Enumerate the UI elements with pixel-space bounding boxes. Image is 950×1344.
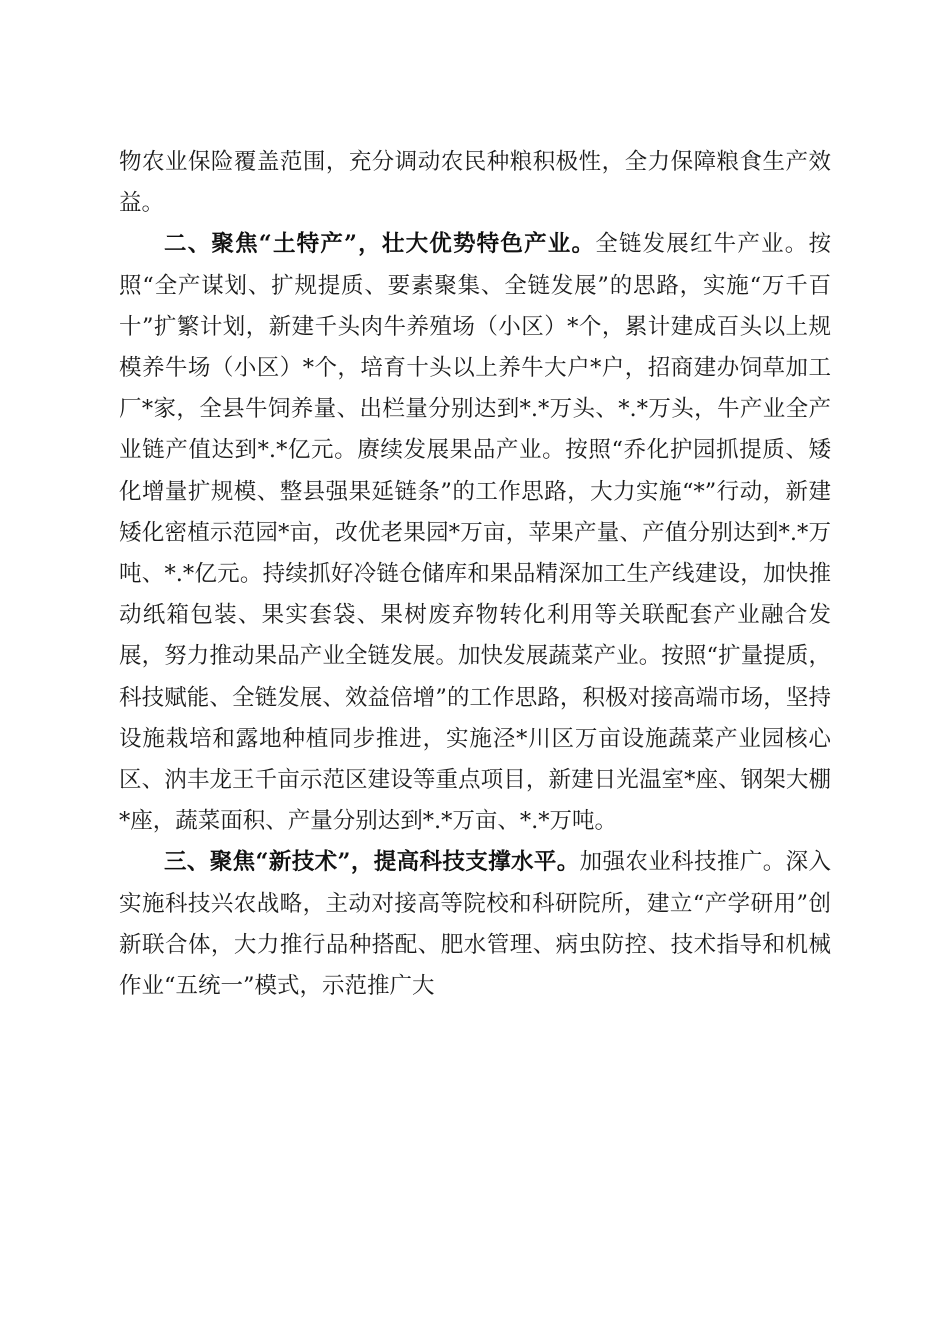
paragraph-text: 加强农业科技推广。深入实施科技兴农战略，主动对接高等院校和科研院所，建立“产学研用”创新联合体，大力推行品种搭配、肥水管理、病虫防控、技术指导和机械作业“五统一”模式，示范推广大 — [119, 849, 831, 1000]
paragraph-text: 物农业保险覆盖范围，充分调动农民种粮积极性，全力保障粮食生产效益。 — [119, 149, 831, 217]
paragraph-section-two — [119, 224, 831, 842]
section-heading: 二、聚焦“土特产”，壮大优势特色产业。 — [164, 231, 596, 258]
paragraph-section-three — [119, 842, 831, 1007]
paragraph-continuation — [119, 142, 831, 224]
section-heading: 三、聚焦“新技术”，提高科技支撑水平。 — [164, 849, 580, 876]
document-body — [119, 142, 831, 1007]
paragraph-text: 全链发展红牛产业。按照“全产谋划、扩规提质、要素聚集、全链发展”的思路，实施“万千百十”扩繁计划，新建千头肉牛养殖场（小区）*个，累计建成百头以上规模养牛场（小区）*个，培育十头以上养牛大户*户，招商建办饲草加工厂*家，全县牛饲养量、出栏量分别达到*.*万头、*.*万头，牛产业全产业链产值达到*.*亿元。赓续发展果品产业。按照“乔化护园抓提质、矮化增量扩规模、整县强果延链条”的工作思路，大力实施“*”行动，新建矮化密植示范园*亩，改优老果园*万亩，苹果产量、产值分别达到*.*万吨、*.*亿元。持续抓好冷链仓储库和果品精深加工生产线建设，加快推动纸箱包装、果实套袋、果树废弃物转化利用等关联配套产业融合发展，努力推动果品产业全链发展。加快发展蔬菜产业。按照“扩量提质，科技赋能、全链发展、效益倍增”的工作思路，积极对接高端市场，坚持设施栽培和露地种植同步推进，实施泾*川区万亩设施蔬菜产业园核心区、汭丰龙王千亩示范区建设等重点项目，新建日光温室*座、钢架大棚*座，蔬菜面积、产量分别达到*.*万亩、*.*万吨。 — [119, 231, 831, 835]
